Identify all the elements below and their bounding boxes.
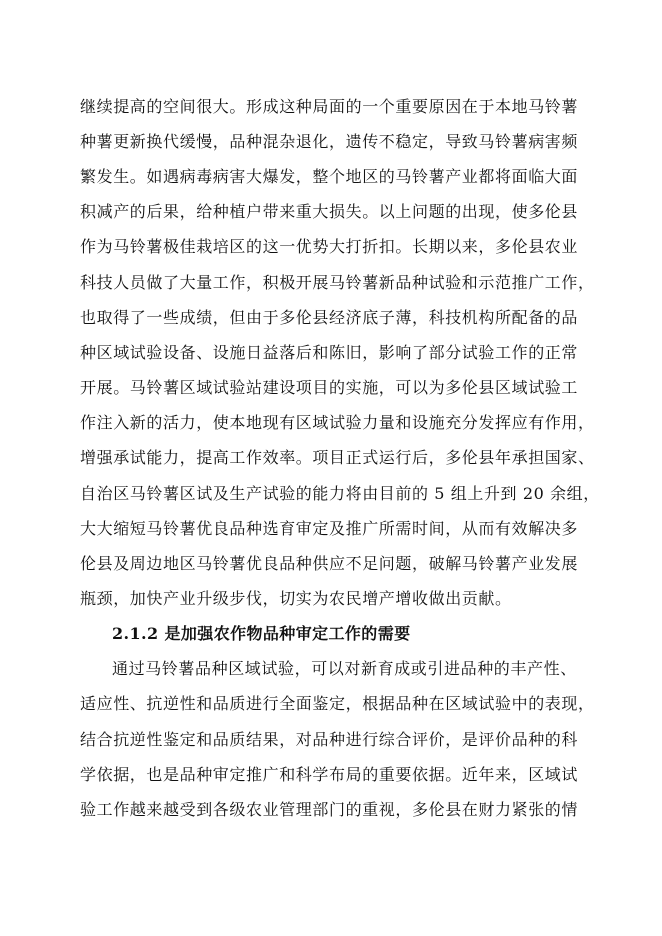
paragraph-line: 增强承试能力，提高工作效率。项目正式运行后，多伦县年承担国家、 <box>80 448 595 467</box>
paragraph-line: 结合抗逆性鉴定和品质结果，对品种进行综合评价，是评价品种的科 <box>80 730 579 749</box>
paragraph-line: 大大缩短马铃薯优良品种选育审定及推广所需时间，从而有效解决多 <box>80 519 579 538</box>
paragraph-line: 瓶颈，加快产业升级步伐，切实为农民增产增收做出贡献。 <box>80 589 512 608</box>
paragraph-line: 伦县及周边地区马铃薯优良品种供应不足问题，破解马铃薯产业发展 <box>80 554 579 573</box>
paragraph-line: 验工作越来越受到各级农业管理部门的重视，多伦县在财力紧张的情 <box>80 800 579 819</box>
paragraph-line: 适应性、抗逆性和品质进行全面鉴定，根据品种在区域试验中的表现， <box>80 694 595 713</box>
paragraph-line: 作为马铃薯极佳栽培区的这一优势大打折扣。长期以来，多伦县农业 <box>80 237 579 256</box>
paragraph-line: 种区域试验设备、设施日益落后和陈旧，影响了部分试验工作的正常 <box>80 343 579 362</box>
paragraph-line: 也取得了一些成绩，但由于多伦县经济底子薄，科技机构所配备的品 <box>80 308 579 327</box>
section-heading: 2.1.2 是加强农作物品种审定工作的需要 <box>112 624 411 643</box>
paragraph-line: 自治区马铃薯区试及生产试验的能力将由目前的 5 组上升到 20 余组， <box>80 484 600 503</box>
paragraph-line: 开展。马铃薯区域试验站建设项目的实施，可以为多伦县区域试验工 <box>80 378 579 397</box>
paragraph-line: 通过马铃薯品种区域试验，可以对新育成或引进品种的丰产性、 <box>112 659 577 678</box>
paragraph-line: 积减产的后果，给种植户带来重大损失。以上问题的出现，使多伦县 <box>80 202 579 221</box>
paragraph-line: 作注入新的活力，使本地现有区域试验力量和设施充分发挥应有作用， <box>80 413 595 432</box>
paragraph-line: 学依据，也是品种审定推广和科学布局的重要依据。近年来，区域试 <box>80 765 579 784</box>
paragraph-line: 种薯更新换代缓慢，品种混杂退化，遗传不稳定，导致马铃薯病害频 <box>80 132 579 151</box>
paragraph-line: 科技人员做了大量工作，积极开展马铃薯新品种试验和示范推广工作， <box>80 273 595 292</box>
paragraph-line: 繁发生。如遇病毒病害大爆发，整个地区的马铃薯产业都将面临大面 <box>80 167 579 186</box>
paragraph-line: 继续提高的空间很大。形成这种局面的一个重要原因在于本地马铃薯 <box>80 97 579 116</box>
